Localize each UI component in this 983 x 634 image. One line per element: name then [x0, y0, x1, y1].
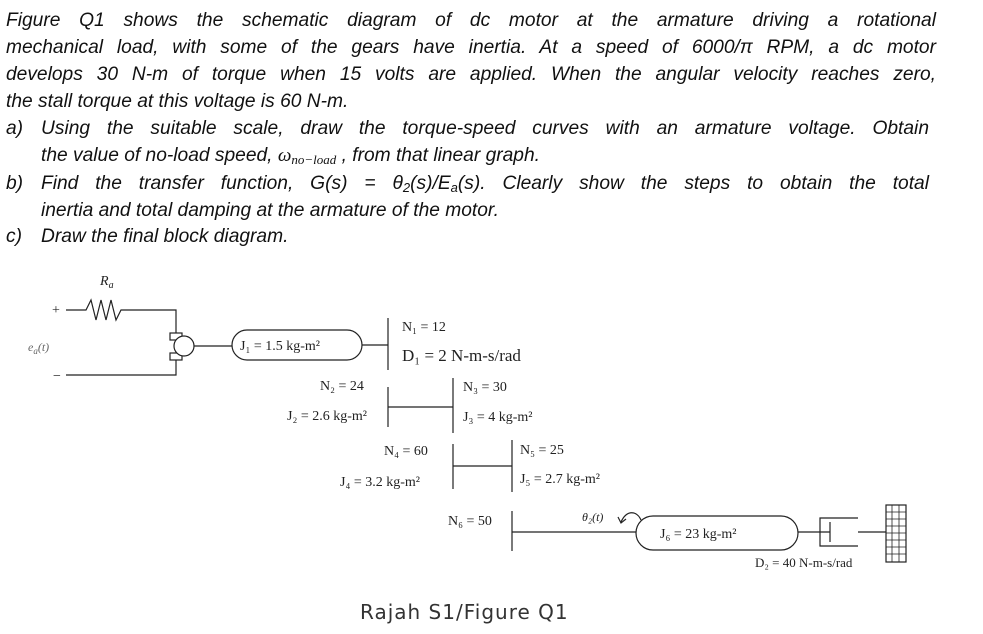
ea-label: $e_a(t)$	[28, 340, 50, 356]
j4-label: J₄ = 3.2 kg-m²	[340, 475, 420, 490]
part-a-line-1: Using the suitable scale, draw the torque-speed curves with an armature voltage. Obtain	[41, 118, 929, 139]
part-c-label: c)	[6, 226, 22, 247]
ea-subscript: a	[450, 180, 458, 195]
j5-label: J₅ = 2.7 kg-m²	[520, 472, 600, 487]
intro-line-4: the stall torque at this voltage is 60 N-m.	[6, 91, 349, 112]
n2-label: N₂ = 24	[320, 379, 364, 394]
part-a-line-2-post: , from that linear graph.	[336, 145, 540, 166]
part-b-line-1-post: (s). Clearly show the steps to obtain the total	[457, 173, 929, 194]
n4-label: N₄ = 60	[384, 444, 428, 459]
part-a-line-2-pre: the value of no-load speed,	[41, 145, 278, 166]
d1-label: D₁ = 2 N-m-s/rad	[402, 346, 521, 365]
omega-subscript: no−load	[291, 152, 337, 167]
ra-label: $R_a$	[100, 274, 114, 291]
theta-subscript: 2	[402, 180, 411, 195]
intro-line-2: mechanical load, with some of the gears have inertia. At a speed of 6000/π RPM, a dc motor	[6, 37, 936, 58]
part-a-label: a)	[6, 118, 24, 139]
part-b-line-1-mid: (s)/E	[410, 173, 451, 194]
omega-symbol: ω	[277, 145, 292, 166]
motor-armature	[174, 336, 194, 356]
part-c-line-1: Draw the final block diagram.	[41, 226, 289, 247]
n5-label: N₅ = 25	[520, 443, 564, 458]
part-b-label: b)	[6, 173, 24, 194]
n3-label: N₃ = 30	[463, 380, 507, 395]
plus-sign: +	[52, 303, 60, 318]
wall	[886, 505, 906, 562]
n6-label: N₆ = 50	[448, 514, 492, 529]
minus-sign: −	[53, 369, 61, 384]
part-b-line-1-pre: Find the transfer function, G(s) = θ	[41, 173, 403, 194]
circuit-top-wire	[66, 300, 176, 339]
j1-label: J₁ = 1.5 kg-m²	[240, 339, 320, 354]
figure-caption: Rajah S1/Figure Q1	[360, 600, 569, 624]
circuit-bottom-wire	[66, 354, 176, 375]
theta2-label: θ₂(t)	[582, 510, 604, 524]
intro-line-1: Figure Q1 shows the schematic diagram of dc motor at the armature driving a rotational	[6, 10, 936, 31]
j3-label: J₃ = 4 kg-m²	[463, 410, 533, 425]
d2-label: D₂ = 40 N-m-s/rad	[755, 555, 853, 570]
n1-label: N₁ = 12	[402, 320, 446, 335]
part-b-line-2: inertia and total damping at the armature of the motor.	[41, 200, 499, 221]
j2-label: J₂ = 2.6 kg-m²	[287, 409, 367, 424]
j6-label: J₆ = 23 kg-m²	[660, 527, 737, 542]
intro-line-3: develops 30 N-m of torque when 15 volts are applied. When the angular velocity reaches zero,	[6, 64, 936, 85]
